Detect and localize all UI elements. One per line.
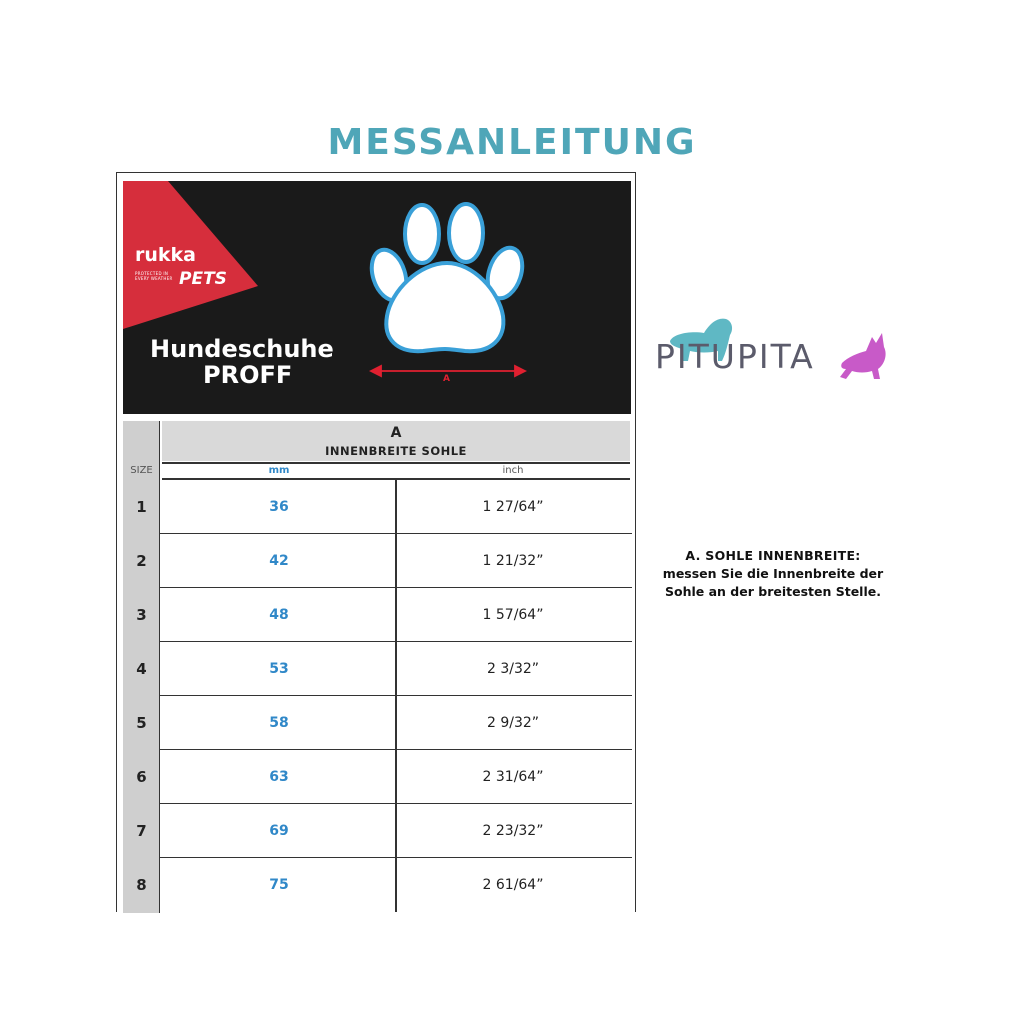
note-line: Sohle an der breitesten Stelle. [665,584,881,599]
note-title: A. SOHLE INNENBREITE: [685,548,861,563]
product-model: PROFF [203,361,293,389]
row-inch: 2 9/32” [486,715,540,731]
cat-silhouette-icon [840,333,886,379]
table-row [123,804,633,858]
row-inch: 1 27/64” [482,499,544,515]
row-inch: 2 3/32” [486,661,540,677]
row-size: 3 [136,606,147,624]
table-row [123,588,633,642]
row-mm: 58 [269,715,289,731]
row-inch: 2 61/64” [482,877,544,893]
inch-column-header: inch [502,465,524,476]
row-inch: 1 57/64” [482,607,544,623]
row-size: 6 [136,768,147,786]
table-header [162,421,630,461]
row-mm: 42 [269,553,289,569]
header-title: INNENBREITE SOHLE [325,444,467,458]
row-size: 1 [136,498,147,516]
pitupita-logo-text: PITUPITA [655,337,815,376]
row-size: 5 [136,714,147,732]
table-row [123,642,633,696]
row-mm: 75 [269,877,289,893]
row-mm: 69 [269,823,289,839]
dimension-label: A [443,374,450,384]
brand-tagline: PROTECTED IN EVERY WEATHER [135,271,173,281]
product-name: Hundeschuhe [150,335,334,363]
brand-logo-pets: PETS [179,269,227,289]
row-mm: 48 [269,607,289,623]
table-row [123,696,633,750]
header-letter: A [390,425,402,441]
measurement-note [640,547,906,601]
table-row [123,750,633,804]
row-inch: 1 21/32” [482,553,544,569]
row-size: 2 [136,552,147,570]
header-divider [162,462,630,464]
row-mm: 63 [269,769,289,785]
row-mm: 36 [269,499,289,515]
brand-logo-rukka: rukka [135,244,196,266]
mm-column-header: mm [268,465,290,476]
table-row [123,858,633,912]
size-column-header: SIZE [130,465,153,476]
row-inch: 2 31/64” [482,769,544,785]
size-chart-card [116,172,636,912]
paw-icon [353,181,553,414]
row-size: 7 [136,822,147,840]
product-banner [123,181,631,414]
row-size: 8 [136,876,147,894]
page-title: MESSANLEITUNG [327,122,697,163]
note-line: messen Sie die Innenbreite der [662,566,884,581]
table-row [123,534,633,588]
table-row [123,480,633,534]
row-size: 4 [136,660,147,678]
row-mm: 53 [269,661,289,677]
row-inch: 2 23/32” [482,823,544,839]
